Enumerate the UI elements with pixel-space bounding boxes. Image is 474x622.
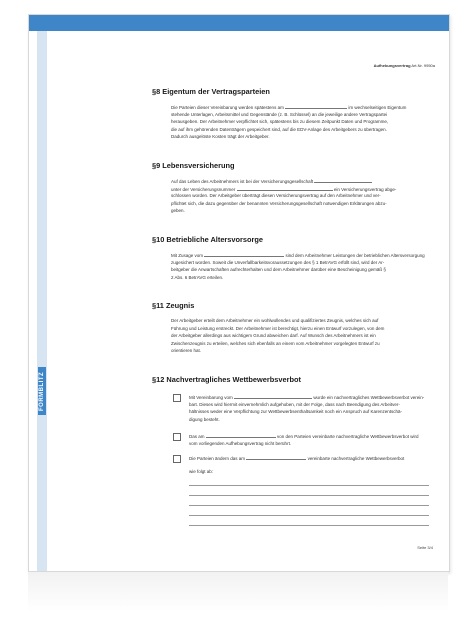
s12-option-3-line-1	[189, 454, 404, 463]
s8-line-5: Dadurch ausgelöste Kosten trägt der Arbeitgeber.	[171, 134, 270, 140]
s10-text-b: sind dem Arbeitnehmer Leistungen der betrieblichen Altersversorgung	[285, 253, 425, 258]
insurer-field[interactable]	[314, 177, 372, 183]
s12-option-3-line-2: wie folgt ab:	[189, 469, 214, 474]
section-heading-10: §10 Betriebliche Altersvorsorge	[152, 235, 264, 244]
document-title: Aufhebungsvertrag	[373, 63, 411, 68]
option-3-checkbox[interactable]	[173, 455, 181, 463]
s9-text-c: ein Versicherungsvertrag abge-	[333, 186, 397, 192]
s10-text-a: Mit Zusage vom	[171, 253, 204, 258]
s9-line-3: schlossen worden. Der Arbeitgeber überträgt diesen Versicherungsvertrag auf den Arbeitnehmer und ver-	[171, 193, 381, 199]
article-number: Art.Nr. 9950a	[411, 63, 435, 68]
amendment-line-1[interactable]	[189, 485, 429, 486]
s12-option-2-line-2: vom vorliegenden Aufhebungsvertrag nicht berührt.	[189, 440, 292, 446]
policy-number-field[interactable]	[237, 185, 333, 191]
s11-line-3: der Arbeitgeber allerdings aus wichtigem Grund abweichen darf. Auf Wunsch des Arbeitnehmers ist ein	[171, 333, 376, 339]
s10-line-2: zugesichert worden. Soweit die Unverfallbarkeitsvoraussetzungen des § 1 BetrAVG erfüllt sind, wird der Ar-	[171, 259, 385, 265]
agreement-date-field[interactable]	[234, 393, 312, 399]
s9-line-4: pflichtet sich, die dazu gegenüber der benannten Versicherungsgesellschaft notwendigen Erklärungen abzu-	[171, 200, 387, 206]
s12-o3-text-a: Die Parteien ändern das am	[189, 456, 246, 461]
s11-line-2: Führung und Leistung erstreckt. Der Arbeitnehmer ist berechtigt, hierzu einen Entwurf vorzulegen, von dem	[171, 325, 385, 331]
brand-logo: FORMBLITZ	[38, 367, 46, 415]
s12-o2-text-b: von den Parteien vereinbarte nachvertragliche Wettbewerbsverbot wird	[277, 434, 419, 439]
s8-text-b: im wechselseitigen Eigentum	[348, 105, 407, 110]
amendment-line-2[interactable]	[189, 495, 429, 496]
amendment-line-4[interactable]	[189, 515, 429, 516]
s11-line-1: Der Arbeitgeber erteilt dem Arbeitnehmer ein wohlwollendes und qualifiziertes Zeugnis, welches sich auf	[171, 318, 379, 323]
s11-line-5: orientieren hat.	[171, 348, 202, 354]
s12-o1-text-b: wurde ein nachvertragliches Wettbewerbsverbot verein-	[313, 395, 425, 400]
s12-option-1-line-4: digung besteht.	[189, 416, 220, 422]
s9-text-b: unter der Versicherungsnummer	[171, 186, 236, 192]
amendment-line-5[interactable]	[189, 525, 429, 526]
s11-line-4: Zwischenzeugnis zu erteilen, welches sich ebenfalls an einem vom Arbeitnehmer vorgelegten Entwurf zu	[171, 340, 380, 346]
page-reflection	[28, 572, 448, 612]
amendment-line-3[interactable]	[189, 505, 429, 506]
header-bar	[29, 15, 449, 31]
option-1-checkbox[interactable]	[173, 394, 181, 402]
s8-line-2: stehende Unterlagen, Arbeitsmittel und Gegenstände (z. B. Schlüssel) an die jeweilige andere Vertragspartei	[171, 111, 388, 117]
document-reference	[374, 63, 435, 68]
section-heading-11: §11 Zeugnis	[152, 301, 195, 310]
date-field[interactable]	[285, 103, 347, 109]
s8-line-3: herausgeben. Der Arbeitnehmer verpflichtet sich, spätestens bis zu diesem Zeitpunkt Daten und Programme,	[171, 119, 389, 125]
s9-line-5: geben.	[171, 208, 185, 214]
s12-option-1-line-2: bart. Dieses wird hiermit einvernehmlich aufgehoben, mit der Folge, dass nach Beendigung des Arbeitver-	[189, 401, 400, 407]
s12-o3-text-b: vereinbarte nachvertragliche Wettbewerbsverbot	[307, 456, 405, 461]
commitment-date-field[interactable]	[204, 251, 284, 257]
side-stripe	[37, 31, 47, 571]
section-heading-9: §9 Lebensversicherung	[152, 161, 235, 170]
agreement-date-field-3[interactable]	[246, 454, 306, 460]
s8-text-a: Die Parteien dieser Vereinbarung werden spätestens am	[171, 105, 284, 110]
page-number: Seite 3/4	[417, 545, 433, 550]
agreement-date-field-2[interactable]	[206, 432, 276, 438]
document-page	[28, 14, 450, 572]
option-2-checkbox[interactable]	[173, 433, 181, 441]
s12-o2-text-a: Das am	[189, 434, 205, 439]
section-heading-8: §8 Eigentum der Vertragsparteien	[152, 87, 270, 96]
s10-line-3: beitgeber die Anwartschaften aufrechterhalten und dem Arbeitnehmer darüber eine Bescheinigung gemäß §	[171, 267, 386, 273]
s12-o1-text-a: Mit Vereinbarung vom	[189, 395, 233, 400]
s10-line-4: 2 Abs. 6 BetrAVG erteilen.	[171, 274, 224, 280]
s12-option-1-line-3: hältnisses weder eine Verpflichtung zur Wettbewerbsenthaltsamkeit noch ein Anspruch auf Karenzentschä-	[189, 409, 403, 415]
s9-text-a: Auf das Leben des Arbeitnehmers ist bei der Versicherungsgesellschaft	[171, 179, 314, 184]
section-heading-12: §12 Nachvertragliches Wettbewerbsverbot	[152, 375, 301, 384]
s8-line-4: die auf ihm gehörenden Datenträgern gespeichert sind, auf die EDV-Anlage des Arbeitgebers zu übertragen.	[171, 126, 387, 132]
